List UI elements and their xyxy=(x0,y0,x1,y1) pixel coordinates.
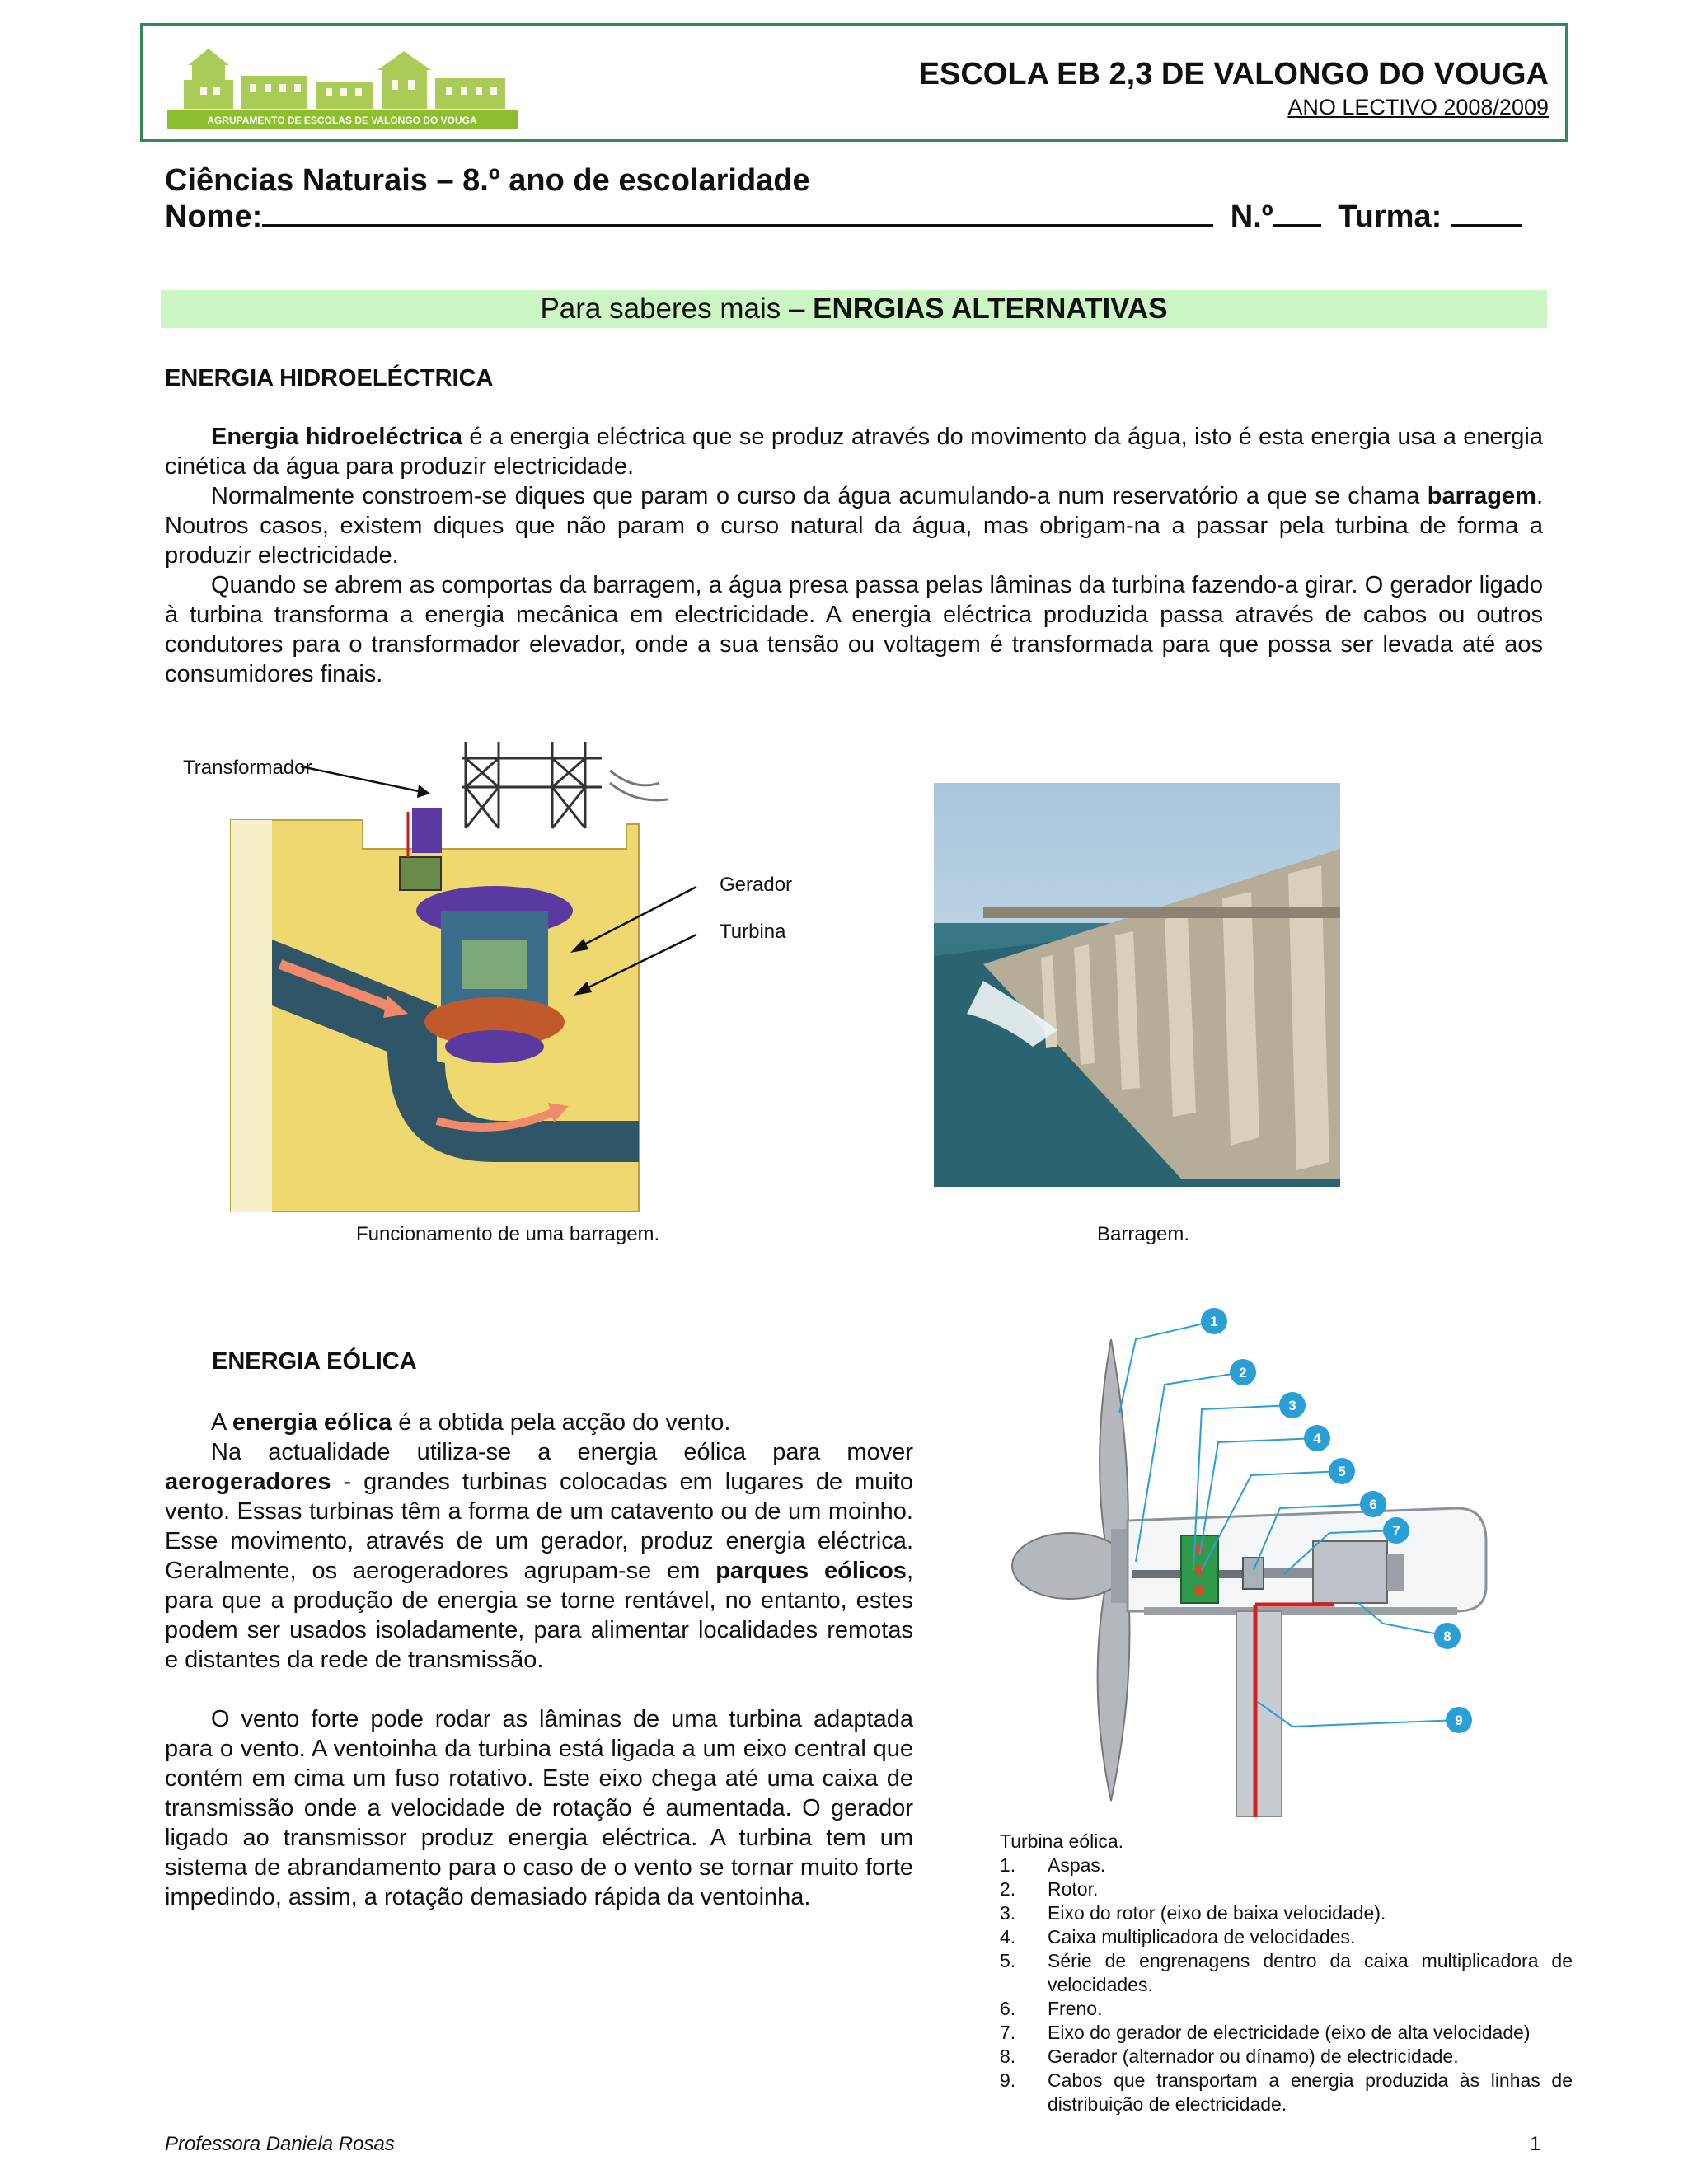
wind-p1-b: é a obtida pela acção do vento. xyxy=(392,1409,731,1436)
wind-p2-a: Na actualidade utiliza-se a energia eólica para mover xyxy=(211,1439,913,1465)
wind-heading: ENERGIA EÓLICA xyxy=(212,1348,417,1375)
hydro-paragraph-3: Quando se abrem as comportas da barragem, a água presa passa pelas lâminas da turbina fazendo-a girar. O gerador ligado à turbina transforma a energia mecânica em electricidade. A energia eléctrica produzida passa através de cabos ou outros condutores para o transformador elevador, onde a sua tensão ou voltagem é transformada para que possa ser levada até aos consumidores finais. xyxy=(165,572,1543,687)
marker-4: 4 xyxy=(1313,1431,1321,1446)
marker-8: 8 xyxy=(1443,1629,1451,1644)
list-item: 9. Cabos que transportam a energia produzida às linhas de distribuição de electricidade. xyxy=(1000,2069,1573,2115)
wind-p2-c: , para que a produção de energia se torne rentável, no entanto, estes podem ser usados isoladamente, para alimentar localidades remotas e distantes da rede de transmissão. xyxy=(165,1558,913,1673)
dam-photo xyxy=(934,783,1340,1187)
wind-p1-a: A xyxy=(211,1409,232,1436)
subject-title: Ciências Naturais – 8.º ano de escolaridade xyxy=(165,163,810,198)
student-form-line xyxy=(165,199,1522,235)
page-number: 1 xyxy=(1530,2133,1541,2155)
marker-3: 3 xyxy=(1288,1398,1296,1413)
banner-prefix: Para saberes mais – xyxy=(540,293,814,325)
wind-paragraph-2 xyxy=(165,1437,913,1675)
hydro-p2-text-b: . Noutros casos, existem diques que não param o curso natural da água, mas obrigam-na a passar pela turbina de forma a produzir electricidade. xyxy=(165,483,1543,569)
list-item: 8. Gerador (alternador ou dínamo) de electricidade. xyxy=(1000,2046,1459,2067)
wind-p2-b: - grandes turbinas colocadas em lugares de muito vento. Essas turbinas têm a forma de um catavento ou de um moinho. Esse movimento, através de um gerador, produz energia eléctrica. Geralmente, os aerogeradores agrupam-se em xyxy=(165,1469,913,1584)
hydro-p1-bold: Energia hidroeléctrica xyxy=(211,424,462,450)
list-item: 2. Rotor. xyxy=(1000,1878,1099,1900)
wind-p2-bold-1: aerogeradores xyxy=(165,1469,331,1495)
list-item: 4. Caixa multiplicadora de velocidades. xyxy=(1000,1926,1356,1947)
marker-2: 2 xyxy=(1239,1365,1247,1380)
wind-paragraph-1 xyxy=(165,1408,913,1437)
hydro-heading: ENERGIA HIDROELÉCTRICA xyxy=(165,365,494,391)
label-transformer: Transformador xyxy=(183,757,312,779)
hydro-paragraph-1 xyxy=(165,422,1543,481)
hydro-p2-text-a: Normalmente constroem-se diques que param o curso da água acumulando-a num reservatório a que se chama xyxy=(211,483,1428,509)
list-item: 1. Aspas. xyxy=(1000,1854,1106,1876)
school-year: ANO LECTIVO 2008/2009 xyxy=(1287,95,1549,120)
header-box xyxy=(140,23,1568,142)
wind-paragraph-3: O vento forte pode rodar as lâminas de uma turbina adaptada para o vento. A ventoinha da turbina está ligada a um eixo central que contém em cima um fuso rotativo. Este eixo chega até uma caixa de transmissão onde a velocidade de rotação é aumentada. O gerador ligado ao transmissor produz energia eléctrica. A turbina tem um sistema de abrandamento para o caso de o vento se tornar muito forte impedindo, assim, a rotação demasiado rápida da ventoinha. xyxy=(165,1706,913,1910)
wind-p2-bold-2: parques eólicos xyxy=(715,1558,907,1584)
hydro-p2-bold: barragem xyxy=(1427,483,1536,509)
name-field[interactable] xyxy=(262,202,1213,227)
wind-turbine-diagram xyxy=(1004,1306,1498,1817)
turbine-parts xyxy=(1000,1854,1573,2116)
dam-diagram xyxy=(223,733,767,1212)
list-item: 5. Série de engrenagens dentro da caixa multiplicadora de velocidades. xyxy=(1000,1950,1573,1995)
list-item: 6. Freno. xyxy=(1000,1998,1103,2019)
turbine-list-title: Turbina eólica. xyxy=(1000,1830,1124,1852)
footer-author: Professora Daniela Rosas xyxy=(165,2133,395,2155)
list-item: 7. Eixo do gerador de electricidade (eixo de alta velocidade) xyxy=(1000,2022,1531,2043)
name-label: Nome: xyxy=(165,199,263,234)
marker-9: 9 xyxy=(1455,1713,1463,1728)
dam-photo-caption: Barragem. xyxy=(1097,1223,1190,1245)
label-turbine: Turbina xyxy=(720,921,786,943)
marker-1: 1 xyxy=(1210,1314,1218,1329)
banner-title: ENRGIAS ALTERNATIVAS xyxy=(813,293,1168,325)
number-field[interactable] xyxy=(1273,202,1321,227)
marker-5: 5 xyxy=(1338,1464,1346,1479)
turbine-parts-list xyxy=(1000,1830,1573,2116)
number-label: N.º xyxy=(1230,199,1273,234)
class-field[interactable] xyxy=(1451,202,1522,227)
logo-text: AGRUPAMENTO DE ESCOLAS DE VALONGO DO VOUGA xyxy=(207,115,477,126)
marker-6: 6 xyxy=(1369,1497,1377,1512)
topic-banner xyxy=(161,290,1547,328)
wind-p1-bold: energia eólica xyxy=(232,1409,392,1436)
list-item: 3. Eixo do rotor (eixo de baixa velocidade). xyxy=(1000,1902,1386,1924)
school-name: ESCOLA EB 2,3 DE VALONGO DO VOUGA xyxy=(918,57,1549,91)
dam-diagram-caption: Funcionamento de uma barragem. xyxy=(356,1223,660,1245)
label-generator: Gerador xyxy=(720,874,793,896)
marker-7: 7 xyxy=(1392,1523,1400,1539)
school-logo xyxy=(167,39,518,129)
hydro-p1-text: é a energia eléctrica que se produz através do movimento da água, isto é esta energia usa a energia cinética da água para produzir electricidade. xyxy=(165,424,1543,480)
hydro-paragraph-2 xyxy=(165,481,1543,570)
class-label: Turma: xyxy=(1338,199,1442,234)
